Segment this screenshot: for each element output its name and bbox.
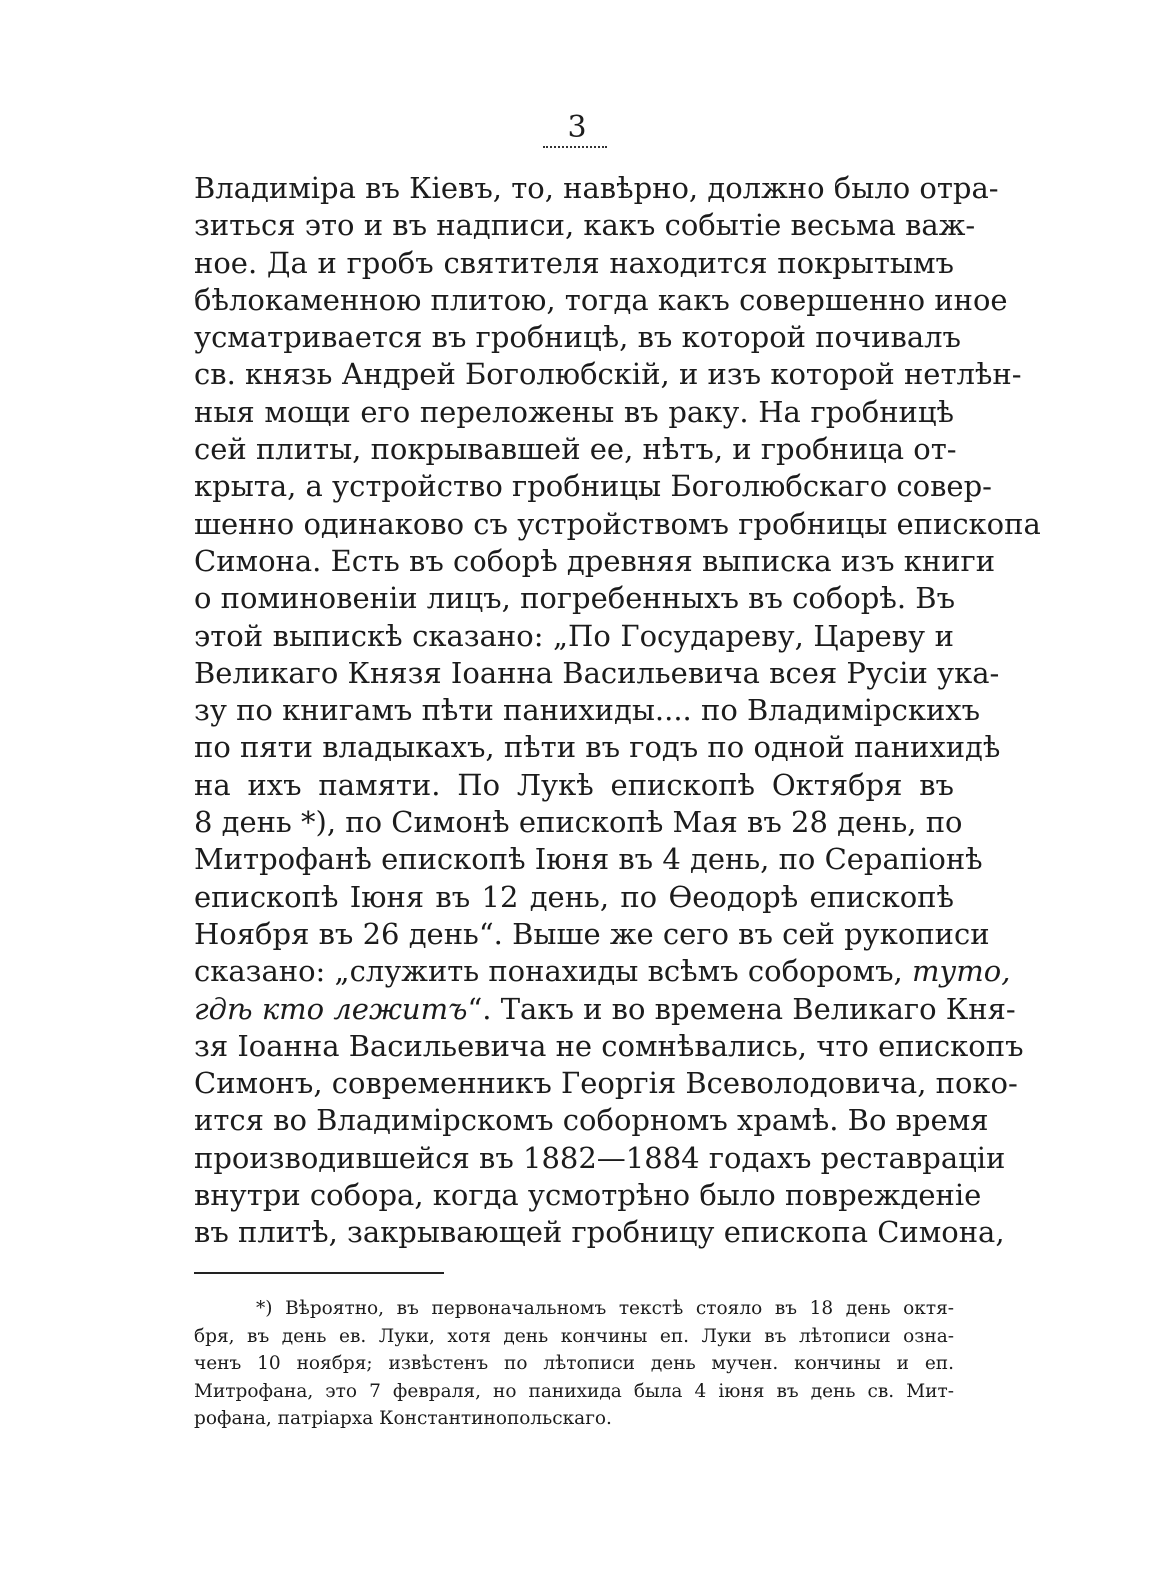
text-line: зиться это и въ надписи, какъ событіе весьма важ-: [194, 208, 976, 243]
text-line: шенно одинаково съ устройствомъ гробницы епископа: [194, 506, 1041, 541]
text-line: ныя мощи его переложены въ раку. На гробницѣ: [194, 394, 954, 429]
text-line-with-italic: [194, 953, 1011, 990]
text-line: св. князь Андрей Боголюбскій, и изъ которой нетлѣн-: [194, 357, 1022, 392]
text-line: Симонъ, современникъ Георгія Всеволодовича, поко-: [194, 1066, 1018, 1101]
text-line: Владиміра въ Кіевъ, то, навѣрно, должно было отра-: [194, 171, 999, 205]
text-italic: гдѣ кто лежитъ: [194, 991, 468, 1026]
text-line: Ноября въ 26 день“. Выше же сего въ сей рукописи: [194, 916, 990, 951]
text-line: внутри собора, когда усмотрѣно было поврежденіе: [194, 1178, 982, 1213]
text-plain: “. Такъ и во времена Великаго Кня-: [467, 991, 1016, 1026]
text-line: Митрофанѣ епископѣ Іюня въ 4 день, по Серапіонѣ: [194, 842, 983, 877]
text-line: Симона. Есть въ соборѣ древняя выписка изъ книги: [194, 543, 996, 578]
text-line: ится во Владимірскомъ соборномъ храмѣ. Во время: [194, 1103, 989, 1138]
text-line: усматривается въ гробницѣ, въ которой почивалъ: [194, 320, 961, 355]
footnote-line: Митрофана, это 7 февраля, но панихида была 4 іюня въ день св. Мит-: [194, 1380, 954, 1402]
text-line: на ихъ памяти. По Лукѣ епископѣ Октября въ: [194, 767, 954, 802]
text-line: ное. Да и гробъ святителя находится покрытымъ: [194, 245, 954, 280]
text-line: епископѣ Іюня въ 12 день, по Ѳеодорѣ епископѣ: [194, 879, 954, 914]
text-line: въ плитѣ, закрывающей гробницу епископа Симона,: [194, 1215, 1005, 1250]
text-line: 8 день *), по Симонѣ епископѣ Мая въ 28 день, по: [194, 805, 963, 840]
footnote-divider: [194, 1272, 444, 1274]
footnote-line: ченъ 10 ноября; извѣстенъ по лѣтописи день мучен. кончины и еп.: [194, 1353, 954, 1375]
footnote-line: бря, въ день ев. Луки, хотя день кончины еп. Луки въ лѣтописи озна-: [194, 1325, 954, 1347]
text-line-with-italic: [194, 991, 1016, 1028]
page-number-underline: [543, 146, 607, 148]
text-line: этой выпискѣ сказано: „По Государеву, Цареву и: [194, 618, 954, 653]
text-line: крыта, а устройство гробницы Боголюбскаго совер-: [194, 469, 992, 504]
text-line: по пяти владыкахъ, пѣти въ годъ по одной панихидѣ: [194, 730, 1001, 765]
text-line: о поминовеніи лицъ, погребенныхъ въ соборѣ. Въ: [194, 581, 956, 616]
body-text: [194, 170, 1041, 1252]
text-line: сей плиты, покрывавшей ее, нѣтъ, и гробница от-: [194, 432, 957, 467]
text-line: зя Іоанна Васильевича не сомнѣвались, что епископъ: [194, 1028, 1024, 1063]
footnote-line: рофана, патріарха Константинопольскаго.: [194, 1408, 612, 1430]
footnote: [194, 1295, 954, 1433]
text-line: производившейся въ 1882—1884 годахъ реставраціи: [194, 1140, 1006, 1175]
text-plain: сказано: „служить понахиды всѣмъ соборомъ,: [194, 954, 912, 989]
page-number: 3: [567, 110, 587, 145]
text-line: Великаго Князя Іоанна Васильевича всея Русіи ука-: [194, 655, 1000, 690]
footnote-line: *) Вѣроятно, въ первоначальномъ текстѣ стояло въ 18 день октя-: [256, 1298, 954, 1319]
text-line: бѣлокаменною плитою, тогда какъ совершенно иное: [194, 282, 1008, 317]
text-line: зу по книгамъ пѣти панихиды.... по Владимірскихъ: [194, 693, 981, 728]
text-italic: туто,: [911, 954, 1011, 989]
